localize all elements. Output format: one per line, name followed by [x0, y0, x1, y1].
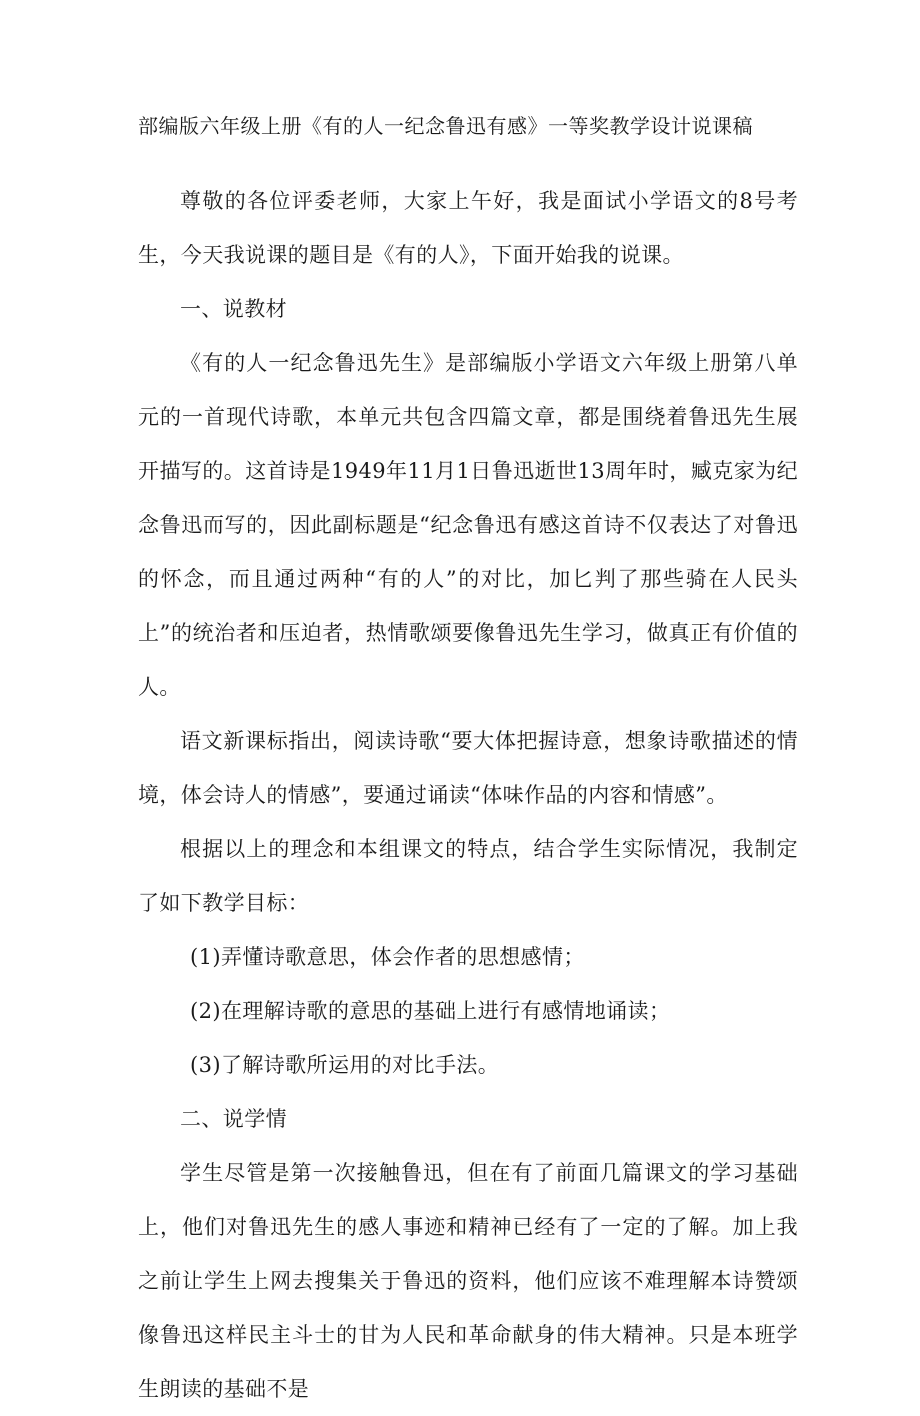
document-title: 部编版六年级上册《有的人一纪念鲁迅有感》一等奖教学设计说课稿 [138, 114, 753, 138]
paragraph-student-analysis: 学生尽管是第一次接触鲁迅，但在有了前面几篇课文的学习基础上，他们对鲁迅先生的感人事迹和精神已经有了一定的了解。加上我之前让学生上网去搜集关于鲁迅的资料，他们应该不难理解本诗赞颂像鲁迅这样民主斗士的甘为人民和革命献身的伟大精神。只是本班学生朗读的基础不是 [138, 1161, 798, 1401]
paragraph-greeting: 尊敬的各位评委老师，大家上午好，我是面试小学语文的8号考生，今天我说课的题目是《有的人》，下面开始我的说课。 [138, 189, 798, 267]
paragraph-textbook-intro: 《有的人一纪念鲁迅先生》是部编版小学语文六年级上册第八单元的一首现代诗歌，本单元共包含四篇文章，都是围绕着鲁迅先生展开描写的。这首诗是1949年11月1日鲁迅逝世13周年时，臧克家为纪念鲁迅而写的，因此副标题是“纪念鲁迅有感这首诗不仅表达了对鲁迅的怀念，而且通过两种“有的人”的对比，加匕判了那些骑在人民头上”的统治者和压迫者，热情歌颂要像鲁迅先生学习，做真正有价值的人。 [138, 351, 798, 699]
paragraph-curriculum-standard: 语文新课标指出，阅读诗歌“要大体把握诗意，想象诗歌描述的情境，体会诗人的情感”，要通过诵读“体味作品的内容和情感”。 [138, 729, 798, 807]
section-heading-textbook: 一、说教材 [180, 297, 287, 321]
teaching-goal-item: (3)了解诗歌所运用的对比手法。 [190, 1053, 500, 1077]
document-body [138, 174, 798, 1416]
teaching-goal-item: (2)在理解诗歌的意思的基础上进行有感情地诵读； [190, 999, 671, 1023]
paragraph-teaching-goals-intro: 根据以上的理念和本组课文的特点，结合学生实际情况，我制定了如下教学目标： [138, 837, 798, 915]
section-heading-students: 二、说学情 [180, 1107, 287, 1131]
teaching-goal-item: (1)弄懂诗歌意思，体会作者的思想感情； [190, 945, 585, 969]
